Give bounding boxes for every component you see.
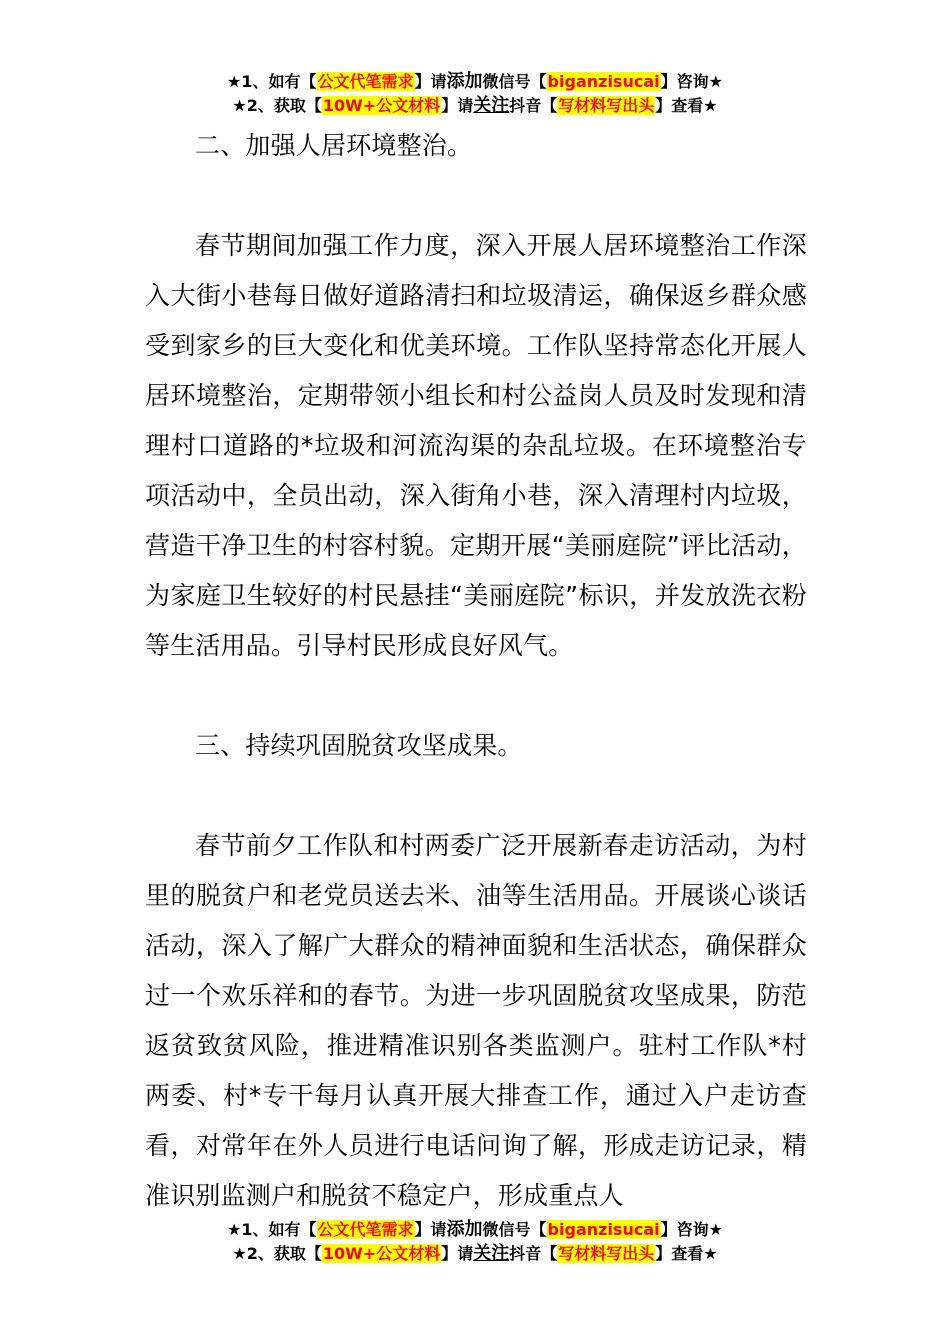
banner-line-1 xyxy=(0,70,950,94)
banner-text: 】查看★ xyxy=(655,96,718,115)
banner-line-2 xyxy=(0,94,950,118)
banner-text: ★1、如有【 xyxy=(227,72,317,91)
banner-text: ★2、获取【 xyxy=(232,96,322,115)
highlight-wechat-id: biganzisucai xyxy=(547,72,660,91)
section-heading-2: 二、加强人居环境整治。 xyxy=(195,131,473,160)
banner-text: 】咨询★ xyxy=(660,72,723,91)
banner-text: 】请 xyxy=(414,1220,447,1239)
banner-text: 】请 xyxy=(441,96,474,115)
banner-emphasis: 关注 xyxy=(473,1243,510,1264)
highlight-douyin-id: 写材料写出头 xyxy=(558,1244,655,1263)
highlight-service: 公文代笔需求 xyxy=(317,1220,414,1239)
bottom-banner xyxy=(0,1218,950,1266)
banner-text: ★1、如有【 xyxy=(227,1220,317,1239)
banner-text: 】查看★ xyxy=(655,1244,718,1263)
section-paragraph-2: 春节期间加强工作力度，深入开展人居环境整治工作深入大街小巷每日做好道路清扫和垃圾清运，确保返乡群众感受到家乡的巨大变化和优美环境。工作队坚持常态化开展人居环境整治，定期带领小组长和村公益岗人员及时发现和清理村口道路的*垃圾和河流沟渠的杂乱垃圾。在环境整治专项活动中，全员出动，深入街角小巷，深入清理村内垃圾，营造干净卫生的村容村貌。定期开展“美丽庭院”评比活动，为家庭卫生较好的村民悬挂“美丽庭院”标识，并发放洗衣粉等生活用品。引导村民形成良好风气。 xyxy=(145,231,807,660)
banner-line-2 xyxy=(0,1242,950,1266)
banner-text: 抖音【 xyxy=(509,96,558,115)
highlight-wechat-id: biganzisucai xyxy=(547,1220,660,1239)
banner-text: 】咨询★ xyxy=(660,1220,723,1239)
highlight-service: 公文代笔需求 xyxy=(317,72,414,91)
banner-emphasis: 添加 xyxy=(446,71,483,92)
banner-text: 】请 xyxy=(441,1244,474,1263)
banner-text: 微信号【 xyxy=(482,1220,547,1239)
banner-line-1 xyxy=(0,1218,950,1242)
banner-text: 抖音【 xyxy=(509,1244,558,1263)
document-body xyxy=(145,121,807,1221)
top-banner xyxy=(0,70,950,118)
section-paragraph-3: 春节前夕工作队和村两委广泛开展新春走访活动，为村里的脱贫户和老党员送去米、油等生活用品。开展谈心谈话活动，深入了解广大群众的精神面貌和生活状态，确保群众过一个欢乐祥和的春节。为进一步巩固脱贫攻坚成果，防范返贫致贫风险，推进精准识别各类监测户。驻村工作队*村两委、村*专干每月认真开展大排查工作，通过入户走访查看，对常年在外人员进行电话问询了解，形成走访记录，精准识别监测户和脱贫不稳定户，形成重点人 xyxy=(145,831,807,1210)
banner-text: ★2、获取【 xyxy=(232,1244,322,1263)
section-heading-3: 三、持续巩固脱贫攻坚成果。 xyxy=(195,731,523,760)
banner-text: 微信号【 xyxy=(482,72,547,91)
highlight-douyin-id: 写材料写出头 xyxy=(558,96,655,115)
highlight-materials: 10W+公文材料 xyxy=(322,96,441,115)
banner-emphasis: 添加 xyxy=(446,1219,483,1240)
highlight-materials: 10W+公文材料 xyxy=(322,1244,441,1263)
banner-text: 】请 xyxy=(414,72,447,91)
banner-emphasis: 关注 xyxy=(473,95,510,116)
